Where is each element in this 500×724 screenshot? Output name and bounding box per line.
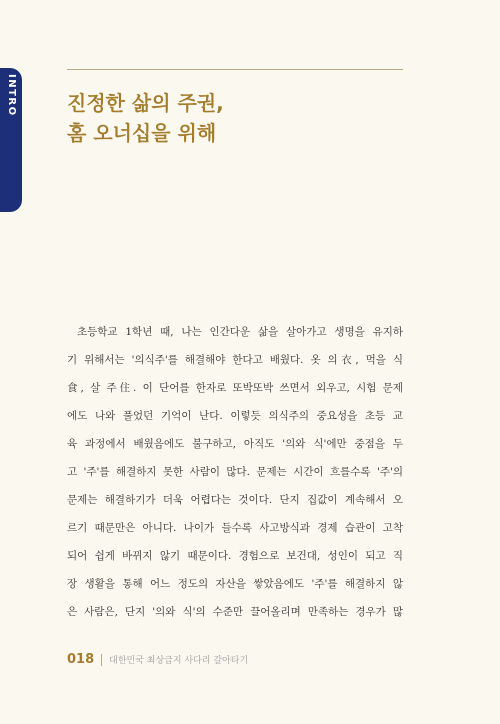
page-number: 018 <box>67 652 95 667</box>
body-line: 기 위해서는 '의식주'를 해결해야 한다고 배웠다. 옷 의衣, 먹을 식 <box>67 354 403 366</box>
side-tab-label: INTRO <box>6 74 17 117</box>
top-divider <box>67 69 403 70</box>
body-line: 되어 쉽게 바뀌지 않기 때문이다. 경험으로 보건대, 성인이 되고 직 <box>67 550 403 562</box>
footer-divider <box>101 654 102 666</box>
body-line: 은 사람은, 단지 '의와 식'의 수준만 끌어올리며 만족하는 경우가 많 <box>67 606 403 618</box>
body-line: 고 '주'를 해결하지 못한 사람이 많다. 문제는 시간이 흐를수록 '주'의 <box>67 466 403 478</box>
book-title: 대한민국 최상급지 사다리 갈아타기 <box>109 656 249 666</box>
chapter-title-line-1: 진정한 삶의 주권, <box>67 91 224 115</box>
body-line: 장 생활을 통해 어느 정도의 자산을 쌓았음에도 '주'를 해결하지 않 <box>67 578 403 590</box>
body-text <box>67 318 403 626</box>
body-line: 르기 때문만은 아니다. 나이가 들수록 사고방식과 경제 습관이 고착 <box>67 522 403 534</box>
chapter-title-line-2: 홈 오너십을 위해 <box>67 121 217 145</box>
body-line: 육 과정에서 배웠음에도 불구하고, 아직도 '의와 식'에만 중점을 두 <box>67 438 403 450</box>
body-line: 食, 살 주住. 이 단어를 한자로 또박또박 쓰면서 외우고, 시험 문제 <box>67 382 403 394</box>
page-footer <box>67 652 248 667</box>
body-line: 문제는 해결하기가 더욱 어렵다는 것이다. 단지 집값이 계속해서 오 <box>67 494 403 506</box>
body-line: 에도 나와 풀었던 기억이 난다. 이렇듯 의식주의 중요성을 초등 교 <box>67 410 403 422</box>
body-line: 초등학교 1학년 때, 나는 인간다운 삶을 살아가고 생명을 유지하 <box>77 326 403 338</box>
chapter-title <box>67 88 224 148</box>
